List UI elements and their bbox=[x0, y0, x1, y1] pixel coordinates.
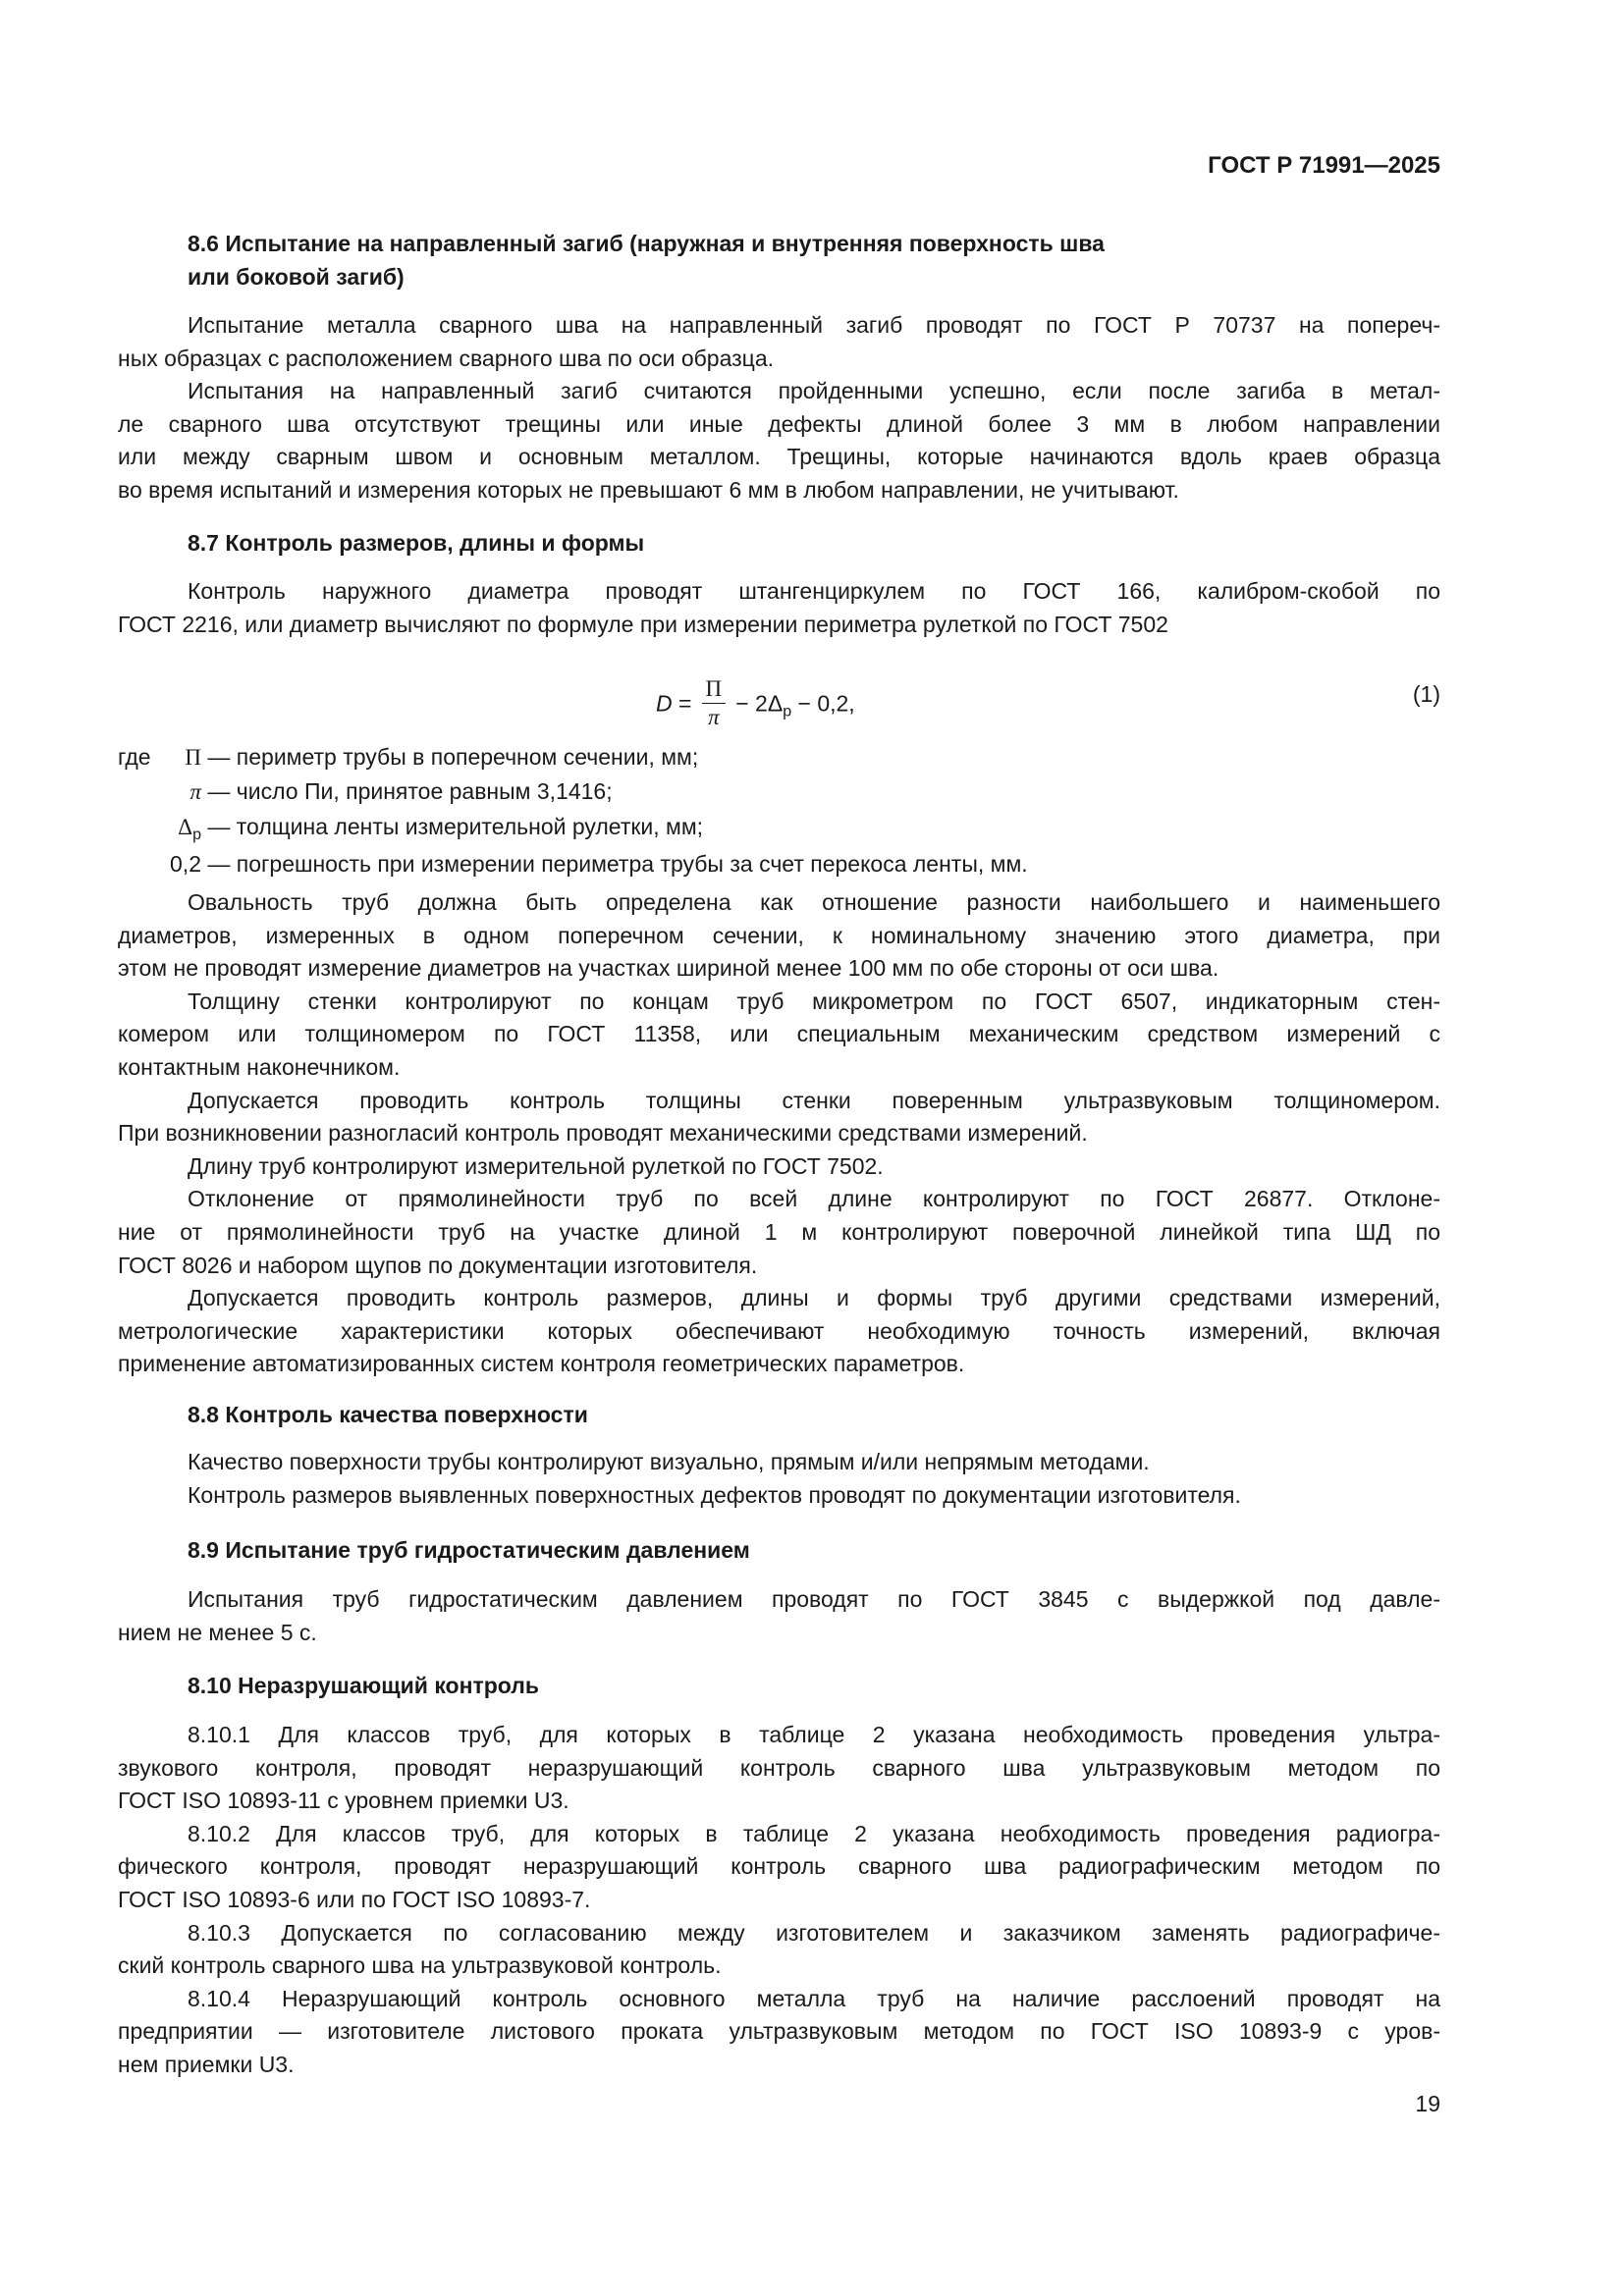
paragraph-line: звукового контроля, проводят неразрушающий контроль сварного шва ультразвуковым методом по bbox=[118, 1754, 1440, 1781]
formula-term-end: − 0,2, bbox=[791, 690, 855, 717]
paragraph-line: 8.10.1 Для классов труб, для которых в таблице 2 указана необходимость проведения ультра- bbox=[188, 1722, 1440, 1747]
legend-text: — толщина ленты измерительной рулетки, мм; bbox=[201, 814, 704, 839]
paragraph-line: комером или толщиномером по ГОСТ 11358, или специальным механическим средством измерений с bbox=[118, 1021, 1440, 1047]
paragraph-line: Контроль наружного диаметра проводят штангенциркулем по ГОСТ 166, калибром-скобой по bbox=[188, 578, 1440, 604]
paragraph-line: Качество поверхности трубы контролируют визуально, прямым и/или непрямым методами. bbox=[188, 1449, 1150, 1474]
paragraph-line: этом не проводят измерение диаметров на участках шириной менее 100 мм по обе стороны от оси шва. bbox=[118, 955, 1219, 982]
paragraph-line: Толщину стенки контролируют по концам труб микрометром по ГОСТ 6507, индикаторным стен- bbox=[188, 988, 1440, 1014]
where-label: где bbox=[118, 744, 151, 770]
paragraph-line: При возникновении разногласий контроль проводят механическими средствами измерений. bbox=[118, 1120, 1088, 1147]
formula-number: (1) bbox=[1412, 681, 1440, 707]
paragraph-line: Допускается проводить контроль размеров, длины и формы труб другими средствами измерений, bbox=[188, 1285, 1440, 1311]
legend-text: — погрешность при измерении периметра трубы за счет перекоса ленты, мм. bbox=[201, 851, 1028, 877]
legend-item bbox=[118, 774, 613, 808]
formula-fraction bbox=[702, 675, 726, 731]
paragraph-line: ние от прямолинейности труб на участке длиной 1 м контролируют поверочной линейкой типа ШД по bbox=[118, 1219, 1440, 1245]
formula-lhs: D bbox=[656, 690, 673, 717]
paragraph-line: ных образцах с расположением сварного шва по оси образца. bbox=[118, 345, 775, 371]
legend-item bbox=[118, 810, 703, 843]
section-heading: 8.6 Испытание на направленный загиб (наружная и внутренняя поверхность шва bbox=[188, 231, 1105, 256]
legend-item bbox=[118, 740, 698, 774]
paragraph-line: контактным наконечником. bbox=[118, 1054, 401, 1080]
symbol-subscript: р bbox=[192, 827, 201, 843]
legend-item bbox=[118, 847, 1028, 881]
paragraph-line: Испытания на направленный загиб считаются пройденными успешно, если после загиба в метал- bbox=[188, 378, 1440, 404]
paragraph-line: ский контроль сварного шва на ультразвуковой контроль. bbox=[118, 1952, 722, 1979]
legend-text: — периметр трубы в поперечном сечении, мм; bbox=[201, 744, 699, 770]
section-heading: 8.9 Испытание труб гидростатическим давлением bbox=[188, 1537, 750, 1563]
paragraph-line: нием не менее 5 с. bbox=[118, 1619, 317, 1645]
formula-term: − 2Δ bbox=[729, 690, 784, 717]
section-heading: 8.8 Контроль качества поверхности bbox=[188, 1402, 588, 1427]
paragraph-line: ГОСТ ISO 10893-11 с уровнем приемки U3. bbox=[118, 1788, 569, 1814]
paragraph-line: во время испытаний и измерения которых не превышают 6 мм в любом направлении, не учитывают. bbox=[118, 477, 1179, 503]
paragraph-line: Допускается проводить контроль толщины стенки поверенным ультразвуковым толщиномером. bbox=[188, 1087, 1440, 1113]
formula-expression bbox=[656, 677, 855, 733]
paragraph-line: Испытания труб гидростатическим давлением проводят по ГОСТ 3845 с выдержкой под давле- bbox=[188, 1586, 1440, 1612]
document-header: ГОСТ Р 71991—2025 bbox=[1208, 152, 1440, 179]
formula-numerator: П bbox=[702, 675, 726, 704]
formula-equals: = bbox=[672, 690, 698, 717]
paragraph-line: 8.10.2 Для классов труб, для которых в таблице 2 указана необходимость проведения радиогра- bbox=[188, 1820, 1440, 1846]
legend-symbol bbox=[162, 741, 201, 774]
legend-symbol bbox=[162, 775, 201, 809]
paragraph-line: диаметров, измеренных в одном поперечном сечении, к номинальному значению этого диаметра, при bbox=[118, 922, 1440, 948]
formula-1 bbox=[0, 648, 1624, 736]
formula-subscript: р bbox=[783, 703, 792, 721]
paragraph-line: ГОСТ ISO 10893-6 или по ГОСТ ISO 10893-7. bbox=[118, 1887, 591, 1912]
paragraph-line: Контроль размеров выявленных поверхностных дефектов проводят по документации изготовителя. bbox=[188, 1481, 1241, 1508]
section-heading: 8.10 Неразрушающий контроль bbox=[188, 1673, 540, 1698]
symbol-text: 0,2 bbox=[170, 851, 201, 877]
symbol-text: Δ bbox=[178, 815, 193, 839]
paragraph-line: Овальность труб должна быть определена как отношение разности наибольшего и наименьшего bbox=[188, 889, 1440, 915]
paragraph-line: 8.10.3 Допускается по согласованию между изготовителем и заказчиком заменять радиографиче- bbox=[188, 1919, 1440, 1946]
paragraph-line: ГОСТ 8026 и набором щупов по документации изготовителя. bbox=[118, 1252, 758, 1278]
symbol-text: П bbox=[185, 745, 201, 770]
paragraph-line: или между сварным швом и основным металлом. Трещины, которые начинаются вдоль краев образца bbox=[118, 444, 1440, 470]
paragraph-line: Испытание металла сварного шва на направленный загиб проводят по ГОСТ Р 70737 на попереч- bbox=[188, 312, 1440, 338]
paragraph-line: Отклонение от прямолинейности труб по всей длине контролируют по ГОСТ 26877. Отклоне- bbox=[188, 1186, 1440, 1212]
symbol-text: π bbox=[189, 779, 201, 804]
paragraph-line: нем приемки U3. bbox=[118, 2052, 295, 2077]
formula-denominator: π bbox=[708, 705, 720, 729]
paragraph-line: Длину труб контролируют измерительной рулеткой по ГОСТ 7502. bbox=[188, 1152, 884, 1179]
paragraph-line: предприятии — изготовителе листового проката ультразвуковым методом по ГОСТ ISO 10893-9 с уров- bbox=[118, 2018, 1440, 2045]
paragraph-line: ГОСТ 2216, или диаметр вычисляют по формуле при измерении периметра рулеткой по ГОСТ 7502 bbox=[118, 611, 1168, 637]
legend-symbol bbox=[162, 811, 201, 852]
paragraph-line: 8.10.4 Неразрушающий контроль основного металла труб на наличие расслоений проводят на bbox=[188, 1985, 1440, 2011]
paragraph-line: ле сварного шва отсутствуют трещины или иные дефекты длиной более 3 мм в любом направлении bbox=[118, 410, 1440, 437]
legend-symbol bbox=[162, 847, 201, 881]
section-heading: 8.7 Контроль размеров, длины и формы bbox=[188, 530, 645, 556]
paragraph-line: применение автоматизированных систем контроля геометрических параметров. bbox=[118, 1351, 965, 1377]
paragraph-line: метрологические характеристики которых обеспечивают необходимую точность измерений, включая bbox=[118, 1317, 1440, 1344]
paragraph-line: фического контроля, проводят неразрушающий контроль сварного шва радиографическим методом по bbox=[118, 1853, 1440, 1880]
legend-text: — число Пи, принятое равным 3,1416; bbox=[201, 778, 613, 804]
page-number: 19 bbox=[1415, 2091, 1440, 2116]
section-heading: или боковой загиб) bbox=[188, 263, 405, 290]
